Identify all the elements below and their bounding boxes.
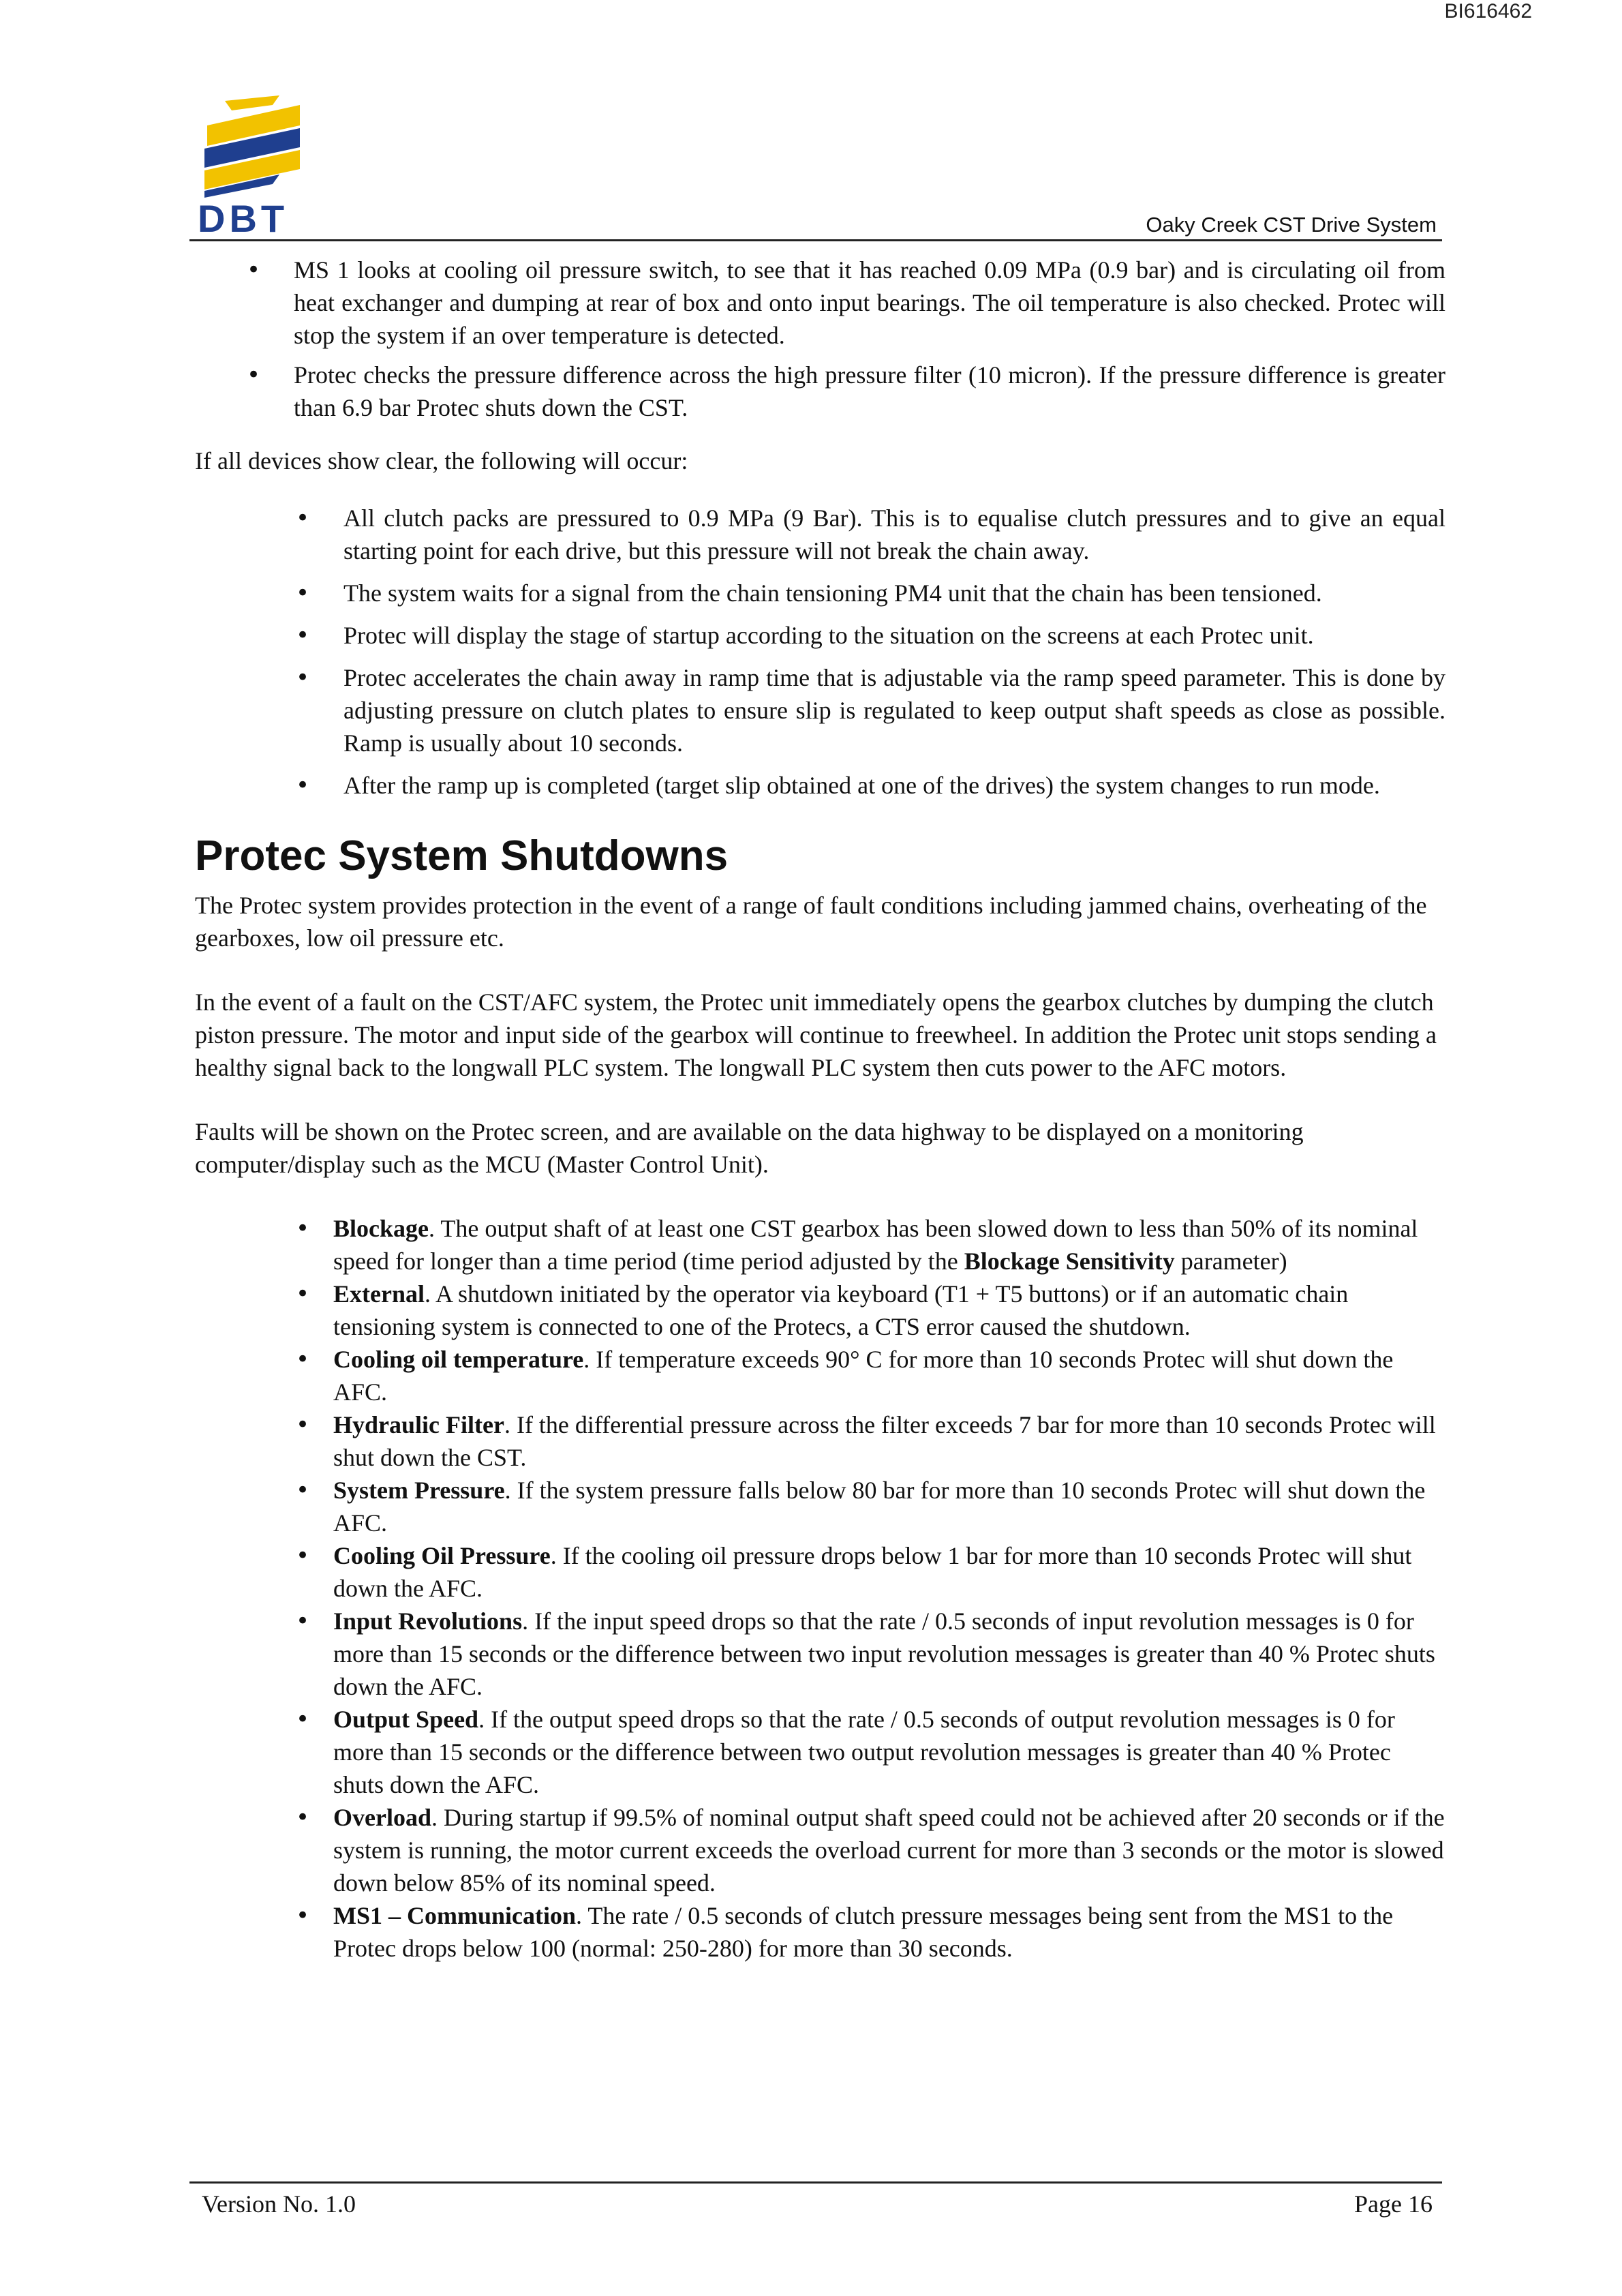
shutdown-term: Input Revolutions: [333, 1607, 523, 1635]
shutdown-term: System Pressure: [333, 1477, 505, 1504]
shutdown-text: . The rate / 0.5 seconds of clutch pressure messages being sent from the MS1 to the Protec drops below 100 (normal: 250-280) for more than 30 seconds.: [333, 1902, 1394, 1962]
intro-text: If all devices show clear, the following will occur:: [195, 447, 688, 474]
footer-version: Version No. 1.0: [202, 2190, 356, 2218]
list-item: • After the ramp up is completed (target slip obtained at one of the drives) the system changes to run mode.: [195, 769, 1445, 802]
list-item: • Protec accelerates the chain away in ramp time that is adjustable via the ramp speed parameter. This is done by adjusting pressure on clutch plates to ensure slip is regulated to keep output shaft speeds as close as possible. Ramp is usually about 10 seconds.: [195, 661, 1445, 759]
list-item: • The system waits for a signal from the chain tensioning PM4 unit that the chain has been tensioned.: [195, 577, 1445, 609]
list-item: • All clutch packs are pressured to 0.9 MPa (9 Bar). This is to equalise clutch pressures and to give an equal starting point for each drive, but this pressure will not break the chain away.: [195, 502, 1445, 567]
shutdown-text: . A shutdown initiated by the operator via keyboard (T1 + T5 buttons) or if an automatic chain tensioning system is connected to one of the Protecs, a CTS error caused the shutdown.: [333, 1280, 1349, 1340]
shutdown-text: . If the system pressure falls below 80 bar for more than 10 seconds Protec will shut down the AFC.: [333, 1477, 1426, 1537]
shutdown-item: [195, 1343, 1445, 1408]
shutdown-item: [195, 1474, 1445, 1539]
shutdown-term: MS1 – Communication: [333, 1902, 577, 1929]
shutdown-text: . If the cooling oil pressure drops below 1 bar for more than 10 seconds Protec will shut down the AFC.: [333, 1542, 1412, 1602]
shutdown-item: [195, 1408, 1445, 1474]
shutdown-item: [195, 1801, 1445, 1899]
startup-bullet-list: [195, 502, 1445, 802]
shutdown-text: . During startup if 99.5% of nominal output shaft speed could not be achieved after 20 seconds or if the system is running, the motor current exceeds the overload current for more than 3 seconds or the motor is slowed down below 85% of its nominal speed.: [333, 1804, 1445, 1897]
shutdown-item: [195, 1605, 1445, 1703]
shutdown-term: Blockage: [333, 1215, 429, 1242]
list-item: • Protec will display the stage of startup according to the situation on the screens at each Protec unit.: [195, 619, 1445, 652]
shutdown-item: [195, 1212, 1445, 1278]
document-id: BI616462: [1444, 0, 1532, 22]
shutdown-text: . The output shaft of at least one CST gearbox has been slowed down to less than 50% of its nominal speed for longer than a time period (time period adjusted by the: [333, 1215, 1418, 1275]
shutdown-term: Cooling Oil Pressure: [333, 1542, 551, 1569]
shutdown-term: Cooling oil temperature: [333, 1346, 584, 1373]
shutdown-text-tail: parameter): [1174, 1248, 1287, 1275]
shutdown-item: [195, 1278, 1445, 1343]
shutdown-text: . If temperature exceeds 90° C for more than 10 seconds Protec will shut down the AFC.: [333, 1346, 1394, 1406]
shutdown-term: Hydraulic Filter: [333, 1411, 504, 1438]
dbt-logo-icon: [198, 95, 307, 198]
shutdown-term: Overload: [333, 1804, 431, 1831]
list-item: • Protec checks the pressure difference across the high pressure filter (10 micron). If the pressure difference is greater than 6.9 bar Protec shuts down the CST.: [195, 359, 1445, 424]
shutdown-term: External: [333, 1280, 425, 1308]
paragraph: The Protec system provides protection in the event of a range of fault conditions including jammed chains, overheating of the gearboxes, low oil pressure etc.: [195, 892, 1427, 952]
footer-page-number: Page 16: [1354, 2190, 1433, 2218]
shutdown-item: [195, 1539, 1445, 1605]
shutdown-term-secondary: Blockage Sensitivity: [964, 1248, 1175, 1275]
shutdown-text: . If the differential pressure across the filter exceeds 7 bar for more than 10 seconds Protec will shut down the CST.: [333, 1411, 1436, 1471]
header-title: Oaky Creek CST Drive System: [1146, 213, 1437, 237]
list-item: • MS 1 looks at cooling oil pressure switch, to see that it has reached 0.09 MPa (0.9 bar) and is circulating oil from heat exchanger and dumping at rear of box and onto input bearings. The oil temperature is also checked. Protec will stop the system if an over temperature is detected.: [195, 254, 1445, 352]
shutdown-term: Output Speed: [333, 1706, 479, 1733]
top-bullet-list: [195, 254, 1445, 424]
page-content: [195, 254, 1445, 1965]
shutdown-item: [195, 1703, 1445, 1801]
dbt-logo: [198, 95, 307, 242]
footer-divider: [189, 2181, 1442, 2184]
paragraph: In the event of a fault on the CST/AFC system, the Protec unit immediately opens the gearbox clutches by dumping the clutch piston pressure. The motor and input side of the gearbox will continue to freewheel. In addition the Protec unit stops sending a healthy signal back to the longwall PLC system. The longwall PLC system then cuts power to the AFC motors.: [195, 988, 1437, 1081]
logo-text: DBT: [198, 197, 289, 240]
shutdown-list: [195, 1212, 1445, 1965]
shutdown-text: . If the input speed drops so that the rate / 0.5 seconds of input revolution messages is 0 for more than 15 seconds or the difference between two input revolution messages is greater than 40 % Protec shuts down the AFC.: [333, 1607, 1435, 1700]
section-title: Protec System Shutdowns: [195, 832, 729, 879]
paragraph: Faults will be shown on the Protec screen, and are available on the data highway to be displayed on a monitoring computer/display such as the MCU (Master Control Unit).: [195, 1118, 1304, 1178]
shutdown-text: . If the output speed drops so that the rate / 0.5 seconds of output revolution messages is 0 for more than 15 seconds or the difference between two output revolution messages is greater than 40 % Protec shuts down the AFC.: [333, 1706, 1395, 1798]
shutdown-item: [195, 1899, 1445, 1965]
header-divider: [189, 239, 1442, 241]
